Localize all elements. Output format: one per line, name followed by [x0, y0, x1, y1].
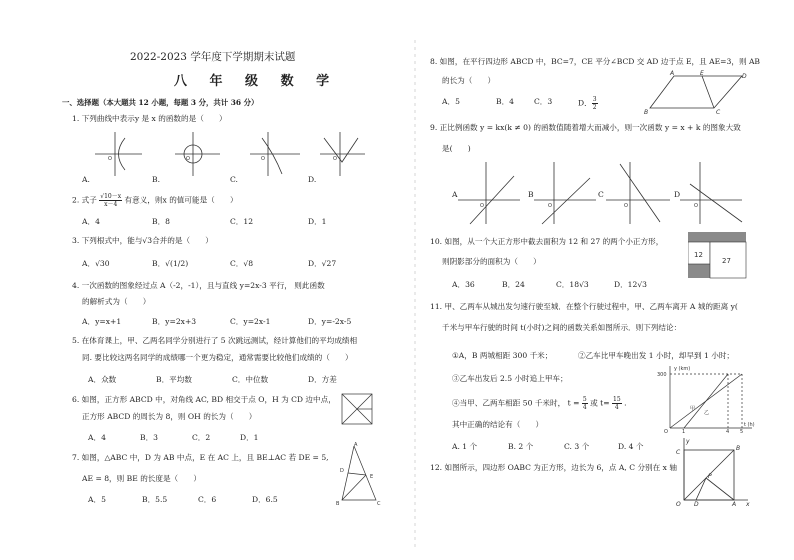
- q1-option-d: D.: [308, 175, 317, 184]
- q4-option-d: D．y=-2x-5: [308, 317, 352, 326]
- q11-graph-jia: 甲: [690, 406, 696, 412]
- q8-stem2: 的长为（ ）: [442, 76, 496, 85]
- svg-text:E: E: [700, 70, 704, 77]
- q4-stem2: 的解析式为（ ）: [82, 297, 151, 306]
- q7-option-d: D．6.5: [252, 495, 278, 504]
- q10-option-d: D．12√3: [614, 280, 648, 289]
- q11-graph-xlabel: t (h): [744, 422, 755, 428]
- q7-option-c: C．6: [198, 495, 217, 504]
- q8-option-b: B．4: [496, 97, 515, 106]
- q1-option-b: B.: [152, 175, 160, 184]
- svg-text:O: O: [261, 156, 265, 162]
- q8-frac-den: 2: [592, 104, 597, 111]
- q5-option-b: B．平均数: [156, 375, 192, 384]
- q7-option-b: B．5.5: [142, 495, 168, 504]
- q11-s4-den2: 4: [614, 404, 619, 411]
- q9-option-a: A: [452, 190, 458, 199]
- q7-stem2: AE = 8，则 BE 的长度是（ ）: [82, 474, 201, 483]
- q11-graph-tick-1: 1: [682, 429, 686, 434]
- q11-s4-end: .: [624, 398, 627, 408]
- q11-option-d: D. 4 个: [618, 442, 644, 451]
- svg-text:A: A: [354, 442, 358, 448]
- svg-text:C: C: [716, 109, 721, 116]
- q11-graph-yi: 乙: [704, 410, 710, 416]
- q6-option-c: C．2: [192, 433, 211, 442]
- q5-option-c: C．中位数: [232, 375, 269, 384]
- q12-stem: 12. 如图所示，四边形 OABC 为正方形，边长为 6，点 A, C 分别在 x 轴: [430, 463, 677, 472]
- q9-option-b: B: [528, 190, 534, 199]
- q11-s4-or: 或 t=: [590, 398, 610, 408]
- q11-statement-4: [452, 396, 626, 411]
- q4-option-c: C．y=2x-1: [230, 317, 271, 326]
- q11-graph-ylabel: y (km): [674, 366, 691, 372]
- q7-stem: 7. 如图，△ABC 中，D 为 AB 中点，E 在 AC 上，且 BE⊥AC 若 DE = 5,: [72, 453, 329, 462]
- svg-text:C: C: [377, 501, 381, 507]
- svg-text:B: B: [336, 501, 340, 507]
- svg-text:O: O: [480, 203, 484, 209]
- q2-stem: [72, 193, 238, 208]
- q6-square-figure: [338, 390, 378, 430]
- column-divider: [413, 40, 417, 550]
- q3-stem: 3. 下列根式中，能与√3合并的是（ ）: [72, 236, 213, 245]
- q11-stem3: 其中正确的结论有（ ）: [452, 420, 544, 429]
- q11-s4-frac1: [582, 396, 588, 411]
- q10-stem2: 则阴影部分的面积为（ ）: [442, 257, 541, 266]
- q9-option-d: D: [674, 190, 681, 199]
- q11-statement-3: ③乙车出发后 2.5 小时追上甲车；: [452, 374, 568, 383]
- q6-stem2: 正方形 ABCD 的周长为 8，则 OH 的长为（ ）: [82, 412, 257, 421]
- svg-text:O: O: [108, 156, 112, 162]
- svg-text:A: A: [670, 70, 675, 77]
- q2-option-c: C．12: [230, 217, 254, 226]
- q7-option-a: A．5: [88, 495, 106, 504]
- q12-label-b: B: [736, 445, 741, 452]
- q11-option-b: B. 2 个: [508, 442, 534, 451]
- q5-option-a: A．众数: [88, 375, 117, 384]
- q11-stem2: 千米与甲车行驶的时间 t(小时)之间的函数关系如图所示．则下列结论：: [442, 323, 682, 332]
- q5-stem2: 同. 要比较这两名同学的成绩哪一个更为稳定，通常需要比较他们成绩的（ ）: [82, 353, 353, 362]
- q3-option-a: A．√30: [82, 259, 110, 268]
- q8-frac-num: 3: [592, 96, 597, 103]
- q11-graph-tick-4: 4: [726, 429, 730, 434]
- q1-stem: 1. 下列曲线中表示y 是 x 的函数的是（ ）: [72, 114, 227, 123]
- q2-stem-a: 2. 式子: [72, 195, 97, 205]
- q10-option-b: B．24: [502, 280, 525, 289]
- q9-option-c: C: [598, 190, 604, 199]
- q8-option-c: C．3: [534, 97, 553, 106]
- q9-stem: 9. 正比例函数 y = kx(k ≠ 0) 的函数值随着增大而减小，则一次函数 y = x + k 的图象大致: [430, 123, 741, 132]
- svg-text:D: D: [742, 73, 747, 80]
- q12-label-c: C: [676, 449, 681, 456]
- q2-option-a: A．4: [82, 217, 100, 226]
- q11-option-a: A. 1 个: [452, 442, 478, 451]
- q10-box-a: 12: [694, 251, 703, 259]
- q2-option-b: B．8: [152, 217, 171, 226]
- q12-label-o: O: [676, 501, 681, 506]
- q11-s4-frac2: [612, 396, 622, 411]
- q8-option-d-label: D．: [578, 98, 592, 108]
- svg-text:O: O: [333, 156, 337, 162]
- q2-stem-b: 有意义，则x 的值可能是（ ）: [124, 195, 238, 205]
- q11-graph-tick-o: O: [664, 429, 668, 434]
- q6-option-d: D．1: [240, 433, 259, 442]
- svg-text:O: O: [548, 203, 552, 209]
- svg-text:B: B: [644, 109, 649, 116]
- q4-stem: 4. 一次函数的图象经过点 A（-2，-1），且与直线 y=2x-3 平行， 则此函数: [72, 281, 325, 290]
- q11-s4-text: ④当甲、乙两车相距 50 千米时，: [452, 398, 566, 408]
- svg-text:E: E: [370, 474, 374, 480]
- svg-text:O: O: [694, 203, 698, 209]
- section-heading: 一、选择题（本大题共 12 小题，每题 3 分，共计 36 分）: [62, 98, 259, 107]
- q1-graphs: [90, 128, 370, 180]
- svg-text:O: O: [186, 156, 190, 162]
- q4-option-a: A．y=x+1: [82, 317, 122, 326]
- q2-frac-num: √10－x: [100, 193, 122, 200]
- q11-s4-num1: 5: [582, 396, 587, 403]
- q11-graph-tick-5: 5: [740, 429, 744, 434]
- q10-option-c: C．18√3: [556, 280, 589, 289]
- q9-stem2: 是( ): [442, 144, 471, 153]
- q8-parallelogram-figure: [642, 68, 752, 116]
- q8-option-a: A．5: [442, 97, 460, 106]
- q12-label-y: y: [686, 438, 690, 445]
- q8-option-d: [578, 96, 598, 111]
- q10-squares-figure: [688, 232, 748, 280]
- q10-box-b: 27: [722, 257, 731, 265]
- q11-graph-y300: 300: [657, 372, 667, 378]
- q3-option-d: D．√27: [308, 259, 337, 268]
- q12-label-x: x: [746, 501, 750, 506]
- q2-frac-den: x－4: [104, 201, 118, 208]
- q11-stem: 11. 甲、乙两车从城出发匀速行驶至城．在整个行驶过程中，甲、乙两车离开 A 城的距离 y(: [430, 302, 738, 311]
- q1-option-a: A.: [82, 175, 90, 184]
- q12-label-a: A: [732, 501, 737, 506]
- q8-option-d-fraction: [592, 96, 598, 111]
- q12-label-d: D: [694, 501, 699, 506]
- q3-option-b: B．√(1/2): [152, 259, 189, 268]
- q6-stem: 6. 如图，正方形 ABCD 中，对角线 AC, BD 相交于点 O，H 为 CD 边中点，: [72, 395, 336, 404]
- q11-distance-graph: [656, 362, 756, 434]
- svg-text:O: O: [624, 203, 628, 209]
- q7-triangle-figure: [336, 442, 386, 507]
- q5-option-d: D．方差: [308, 375, 337, 384]
- q11-statement-2: ②乙车比甲车晚出发 1 小时，却早到 1 小时；: [578, 351, 735, 360]
- q11-s4-den1: 4: [582, 404, 587, 411]
- q11-option-c: C. 3 个: [564, 442, 590, 451]
- q12-square-figure: [672, 436, 752, 506]
- q10-stem: 10. 如图，从一个大正方形中截去面积为 12 和 27 的两个小正方形，: [430, 237, 664, 246]
- exam-subtitle: 八 年 级 数 学: [174, 74, 339, 89]
- q1-option-c: C.: [230, 175, 238, 184]
- q4-option-b: B．y=2x+3: [152, 317, 197, 326]
- q5-stem: 5. 在体育课上，甲、乙两名同学分别进行了 5 次跳远测试，经计算他们的平均成绩相: [72, 336, 358, 345]
- q12-label-p: P: [708, 473, 712, 480]
- q11-statement-1: ①A，B 两城相距 300 千米；: [452, 351, 553, 360]
- q6-option-a: A．4: [88, 433, 106, 442]
- svg-text:D: D: [340, 468, 344, 474]
- q10-option-a: A．36: [452, 280, 475, 289]
- q2-fraction: [99, 193, 122, 208]
- q8-stem: 8. 如图，在平行四边形 ABCD 中，BC=7，CE 平分∠BCD 交 AD 边于点 E，且 AE=3，则 AB: [430, 57, 761, 66]
- exam-title: 2022-2023 学年度下学期期末试题: [130, 51, 296, 63]
- q6-option-b: B．3: [140, 433, 159, 442]
- q11-s4-num2: 15: [613, 396, 621, 403]
- q11-s4-t: t =: [567, 398, 580, 408]
- q2-option-d: D．1: [308, 217, 327, 226]
- q3-option-c: C．√8: [230, 259, 254, 268]
